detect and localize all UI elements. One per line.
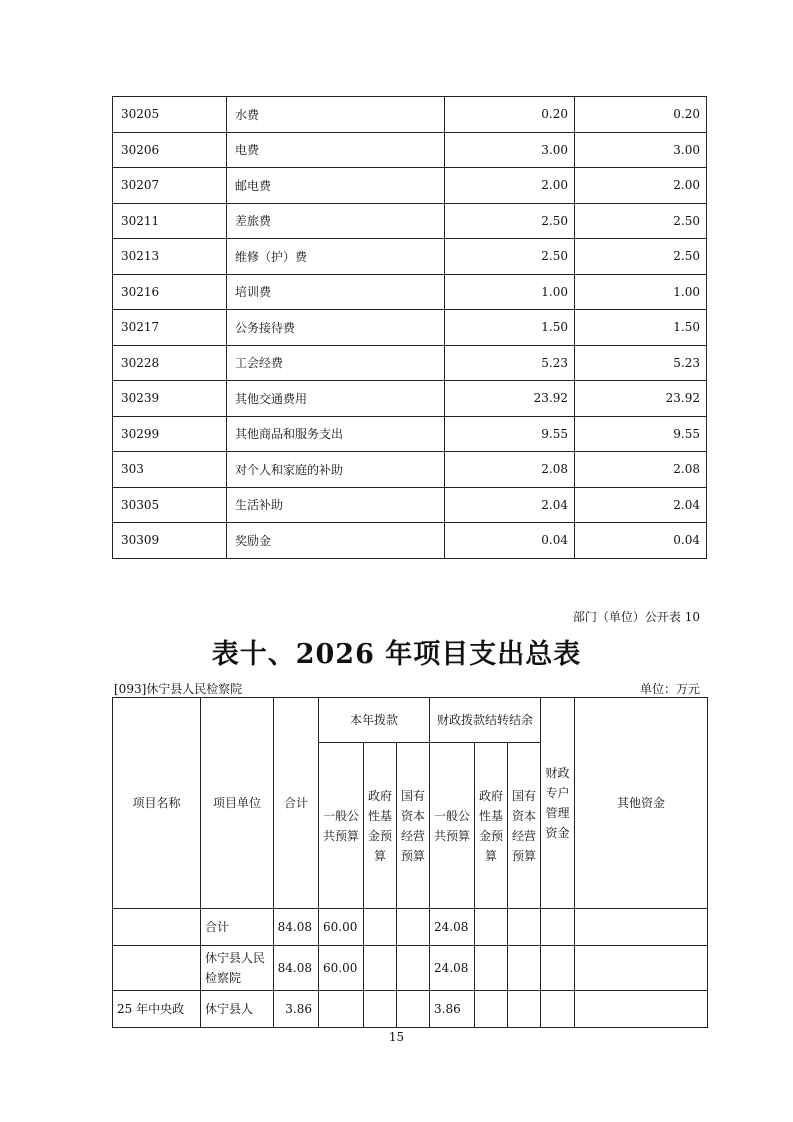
carry-state-capital-cell: [508, 946, 541, 991]
gov-fund-cell: [364, 909, 397, 946]
expense-name: 工会经费: [227, 345, 445, 381]
table-row: [113, 487, 707, 523]
general-budget-cell: 60.00: [319, 946, 364, 991]
other-fund-cell: [575, 909, 708, 946]
expense-code: 30206: [113, 132, 227, 168]
amount-total: 2.00: [445, 168, 575, 204]
project-name-cell: [113, 946, 201, 991]
amount-total: 9.55: [445, 416, 575, 452]
general-budget-cell: [319, 991, 364, 1028]
table-row: [113, 416, 707, 452]
total-cell: 84.08: [274, 909, 319, 946]
total-cell: 3.86: [274, 991, 319, 1028]
amount-total: 2.50: [445, 239, 575, 275]
project-expense-table: [112, 697, 708, 1028]
expense-name: 培训费: [227, 274, 445, 310]
amount-basic: 2.50: [575, 239, 707, 275]
expense-name: 对个人和家庭的补助: [227, 452, 445, 488]
expense-code: 30207: [113, 168, 227, 204]
table-row: [113, 991, 708, 1028]
carry-gov-fund-cell: [475, 991, 508, 1028]
header-carryover: 财政拨款结转结余: [430, 698, 541, 743]
expense-code: 30305: [113, 487, 227, 523]
header-project-name: 项目名称: [113, 698, 201, 909]
amount-total: 2.50: [445, 203, 575, 239]
gov-fund-cell: [364, 946, 397, 991]
table-number: 部门（单位）公开表 10: [572, 610, 700, 624]
amount-basic: 5.23: [575, 345, 707, 381]
gov-fund-cell: [364, 991, 397, 1028]
expense-code: 303: [113, 452, 227, 488]
table-row: [113, 523, 707, 559]
expense-name: 邮电费: [227, 168, 445, 204]
header-general-budget: 一般公共预算: [319, 743, 364, 909]
amount-basic: 9.55: [575, 416, 707, 452]
expense-code: 30228: [113, 345, 227, 381]
header-carry-general-budget: 一般公共预算: [430, 743, 475, 909]
project-name-cell: 25 年中央政: [113, 991, 201, 1028]
table-row: [113, 132, 707, 168]
amount-total: 0.04: [445, 523, 575, 559]
amount-total: 1.00: [445, 274, 575, 310]
expense-name: 生活补助: [227, 487, 445, 523]
amount-total: 0.20: [445, 97, 575, 133]
general-budget-cell: 60.00: [319, 909, 364, 946]
table-row: [113, 168, 707, 204]
amount-basic: 2.08: [575, 452, 707, 488]
header-total: 合计: [274, 698, 319, 909]
project-name-cell: [113, 909, 201, 946]
carry-general-budget-cell: 24.08: [430, 946, 475, 991]
table-row: [113, 452, 707, 488]
amount-total: 2.04: [445, 487, 575, 523]
header-gov-fund: 政府性基金预算: [364, 743, 397, 909]
expense-code: 30216: [113, 274, 227, 310]
expense-name: 水费: [227, 97, 445, 133]
amount-basic: 23.92: [575, 381, 707, 417]
header-other-fund: 其他资金: [575, 698, 708, 909]
expense-name: 奖励金: [227, 523, 445, 559]
special-fund-cell: [541, 991, 575, 1028]
expense-name: 其他商品和服务支出: [227, 416, 445, 452]
expense-name: 公务接待费: [227, 310, 445, 346]
amount-basic: 1.50: [575, 310, 707, 346]
expense-code: 30239: [113, 381, 227, 417]
expense-code: 30217: [113, 310, 227, 346]
expense-name: 电费: [227, 132, 445, 168]
expense-name: 差旅费: [227, 203, 445, 239]
carry-state-capital-cell: [508, 991, 541, 1028]
table-row: [113, 97, 707, 133]
table-row: [113, 310, 707, 346]
amount-basic: 2.04: [575, 487, 707, 523]
amount-basic: 1.00: [575, 274, 707, 310]
amount-basic: 0.04: [575, 523, 707, 559]
expense-name: 维修（护）费: [227, 239, 445, 275]
amount-basic: 0.20: [575, 97, 707, 133]
table-row: [113, 203, 707, 239]
table-row: [113, 381, 707, 417]
amount-total: 2.08: [445, 452, 575, 488]
unit-label: 单位：万元: [639, 682, 700, 696]
table-row: [113, 946, 708, 991]
total-cell: 84.08: [274, 946, 319, 991]
amount-total: 3.00: [445, 132, 575, 168]
amount-total: 23.92: [445, 381, 575, 417]
expense-code: 30309: [113, 523, 227, 559]
state-capital-cell: [397, 909, 430, 946]
table-row: [113, 239, 707, 275]
header-project-unit: 项目单位: [201, 698, 274, 909]
table-row: [113, 274, 707, 310]
amount-basic: 3.00: [575, 132, 707, 168]
special-fund-cell: [541, 946, 575, 991]
page-number: 15: [388, 1030, 405, 1044]
header-carry-state-capital: 国有资本经营预算: [508, 743, 541, 909]
special-fund-cell: [541, 909, 575, 946]
page-title: 表十、2026 年项目支出总表: [211, 639, 582, 670]
expense-code: 30205: [113, 97, 227, 133]
other-fund-cell: [575, 991, 708, 1028]
carry-gov-fund-cell: [475, 946, 508, 991]
project-unit-cell: 合计: [201, 909, 274, 946]
project-unit-cell: 休宁县人民检察院: [201, 946, 274, 991]
expense-name: 其他交通费用: [227, 381, 445, 417]
carry-general-budget-cell: 3.86: [430, 991, 475, 1028]
expense-code: 30299: [113, 416, 227, 452]
header-current-year: 本年拨款: [319, 698, 430, 743]
expense-code: 30213: [113, 239, 227, 275]
carry-state-capital-cell: [508, 909, 541, 946]
amount-basic: 2.00: [575, 168, 707, 204]
carry-general-budget-cell: 24.08: [430, 909, 475, 946]
header-special-fund: 财政专户管理资金: [541, 698, 575, 909]
expense-code: 30211: [113, 203, 227, 239]
table-row: [113, 345, 707, 381]
other-fund-cell: [575, 946, 708, 991]
expense-detail-table: [112, 96, 707, 559]
header-carry-gov-fund: 政府性基金预算: [475, 743, 508, 909]
header-state-capital: 国有资本经营预算: [397, 743, 430, 909]
amount-basic: 2.50: [575, 203, 707, 239]
carry-gov-fund-cell: [475, 909, 508, 946]
amount-total: 1.50: [445, 310, 575, 346]
amount-total: 5.23: [445, 345, 575, 381]
state-capital-cell: [397, 991, 430, 1028]
state-capital-cell: [397, 946, 430, 991]
department-label: [093]休宁县人民检察院: [114, 682, 243, 696]
project-unit-cell: 休宁县人: [201, 991, 274, 1028]
table-row: [113, 909, 708, 946]
